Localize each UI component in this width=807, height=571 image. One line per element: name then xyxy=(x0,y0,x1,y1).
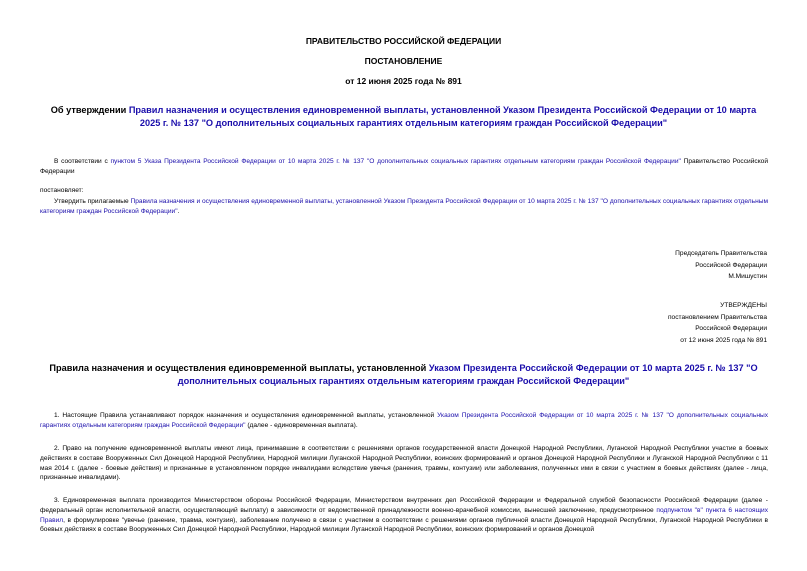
signature-block xyxy=(675,248,767,283)
approve-link[interactable]: Правила назначения и осуществления единовременной выплаты, установленной Указом Президента Российской Федерации от 10 марта 2025 г. № 137 "О дополнительных социальных гарантиях отдельным категориям граждан Российской Федерации" xyxy=(40,198,768,215)
rules-title-link[interactable]: Указом Президента Российской Федерации от 10 марта 2025 г. № 137 "О дополнительных социальных гарантиях отдельным категориям граждан Российской Федерации" xyxy=(177,363,758,386)
p1-prefix: 1. Настоящие Правила устанавливают порядок назначения и осуществления единовременной выплаты, установленной xyxy=(54,412,438,419)
p3-prefix: 3. Единовременная выплата производится Министерством обороны Российской Федерации, Министерством внутренних дел Российской Федерации и Федеральной службой безопасности Российской Федерации (далее - федеральный орган исполнительной власти, осуществляющий выплату) в зависимости от ведомственной принадлежности военно-врачебной комиссии, вынесшей заключение, предусмотренное xyxy=(40,497,768,514)
preamble-suffix: Правительство Российской Федерации xyxy=(40,158,769,175)
approve-suffix: . xyxy=(177,207,180,215)
document-type: ПОСТАНОВЛЕНИЕ xyxy=(364,56,443,66)
preamble-prefix: В соответствии с xyxy=(54,158,111,165)
rules-title xyxy=(40,362,767,388)
paragraph-2: 2. Право на получение единовременной выплаты имеют лица, принимавшие в соответствии с решениями органов государственной власти Донецкой Народной Республики, Луганской Народной Республики участие в боевых действиях в составе Вооруженных Сил Донецкой Народной Республики, Народной милиции Луганской Народной Республики, воинских формирований и органов Донецкой Народной Республики и Луганской Народной Республики с 11 мая 2014 г. (далее - боевые действия) и признанные в установленном порядке инвалидами вследствие увечья (ранения, травмы, контузии) или заболевания, полученных ими в связи с участием в боевых действиях (далее - лица, признанные инвалидами). xyxy=(40,445,768,482)
preamble-link[interactable]: пунктом 5 Указа Президента Российской Федерации от 10 марта 2025 г. № 137 "О дополнительных социальных гарантиях отдельным категориям граждан Российской Федерации" xyxy=(110,158,681,165)
approved-line-3: Российской Федерации xyxy=(695,325,767,332)
signature-line-1: Председатель Правительства xyxy=(675,250,767,257)
p3-link[interactable]: подпунктом "в" пункта 6 настоящих Правил xyxy=(40,506,768,524)
document-title xyxy=(40,104,767,130)
paragraph-3 xyxy=(40,496,768,535)
paragraph-1 xyxy=(40,411,768,431)
title-link[interactable]: Правил назначения и осуществления единовременной выплаты, установленной Указом Президента Российской Федерации от 10 марта 2025 г. № 137 "О дополнительных социальных гарантиях отдельным категориям граждан Российской Федерации" xyxy=(128,105,757,128)
p1-suffix: (далее - единовременная выплата). xyxy=(245,421,358,429)
p1-link[interactable]: Указом Президента Российской Федерации от 10 марта 2025 г. № 137 "О дополнительных социальных гарантиях отдельным категориям граждан Российской Федерации" xyxy=(40,412,768,429)
government-heading: ПРАВИТЕЛЬСТВО РОССИЙСКОЙ ФЕДЕРАЦИИ xyxy=(305,36,502,46)
document-date-number: от 12 июня 2025 года № 891 xyxy=(345,76,462,86)
title-prefix: Об утверждении xyxy=(50,105,129,115)
approve-prefix: Утвердить прилагаемые xyxy=(54,198,131,205)
approve-paragraph xyxy=(40,197,768,217)
approved-line-1: УТВЕРЖДЕНЫ xyxy=(720,302,767,309)
approved-block xyxy=(668,300,767,346)
preamble-paragraph xyxy=(40,157,768,177)
approved-line-2: постановлением Правительства xyxy=(667,313,767,321)
signature-line-2: Российской Федерации xyxy=(695,261,767,269)
signature-line-3: М.Мишустин xyxy=(728,273,767,280)
decides-text: постановляет: xyxy=(40,187,84,194)
rules-title-prefix: Правила назначения и осуществления единовременной выплаты, установленной xyxy=(49,363,429,373)
p3-suffix: , в формулировке "увечье (ранение, травма, контузия), заболевание получено в связи с участием в соответствии с решениями органов публичной власти Донецкой Народной Республики, Луганской Народной Республики в боевых действиях в составе Вооруженных Сил Донецкой Народной Республики, Народной милиции Луганской Народной Республики, воинских формирований и органов Донецкой xyxy=(40,516,768,534)
approved-line-4: от 12 июня 2025 года № 891 xyxy=(680,336,767,344)
